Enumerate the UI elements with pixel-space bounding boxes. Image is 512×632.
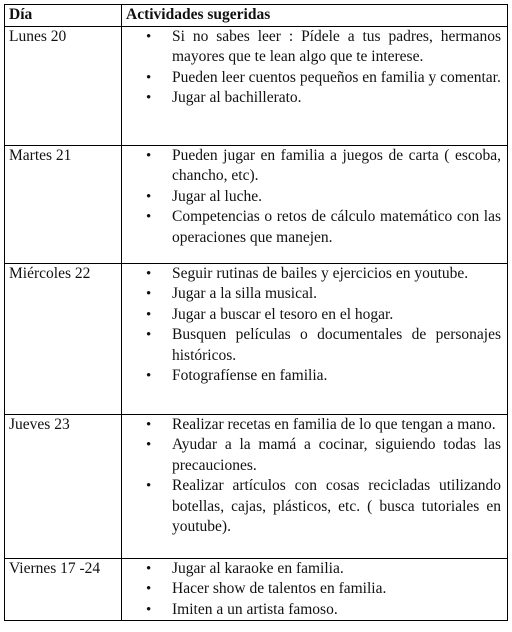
activity-list (126, 415, 503, 538)
activities-cell (122, 145, 508, 263)
day-cell: Lunes 20 (5, 26, 122, 145)
list-item: • Jugar a buscar el tesoro en el hogar. (172, 305, 503, 326)
list-item: • Imiten a un artista famoso. (172, 600, 503, 621)
activity-list (126, 27, 503, 109)
list-item: • Busquen películas o documentales de personajes históricos. (172, 325, 503, 366)
list-item: • Competencias o retos de cálculo matemático con las operaciones que manejen. (172, 207, 503, 248)
list-item: • Jugar al luche. (172, 187, 503, 208)
day-cell: Martes 21 (5, 145, 122, 263)
list-item: • Realizar artículos con cosas recicladas utilizando botellas, cajas, plásticos, etc. ( busca tutoriales en youtube). (172, 476, 503, 538)
activity-list (126, 146, 503, 249)
list-item: • Seguir rutinas de bailes y ejercicios en youtube. (172, 264, 503, 285)
header-row (5, 5, 508, 27)
list-item: • Pueden jugar en familia a juegos de carta ( escoba, chancho, etc). (172, 146, 503, 187)
list-item: • Jugar al bachillerato. (172, 88, 503, 109)
list-item: • Si no sabes leer : Pídele a tus padres, hermanos mayores que te lean algo que te interese. (172, 27, 503, 68)
activity-list (126, 264, 503, 387)
list-item: • Jugar a la silla musical. (172, 284, 503, 305)
list-item: • Pueden leer cuentos pequeños en familia y comentar. (172, 68, 503, 89)
activities-cell (122, 414, 508, 558)
table-row (5, 414, 508, 558)
table-row (5, 263, 508, 414)
activities-cell (122, 26, 508, 145)
header-day: Día (5, 5, 122, 27)
activities-cell (122, 263, 508, 414)
list-item: • Hacer show de talentos en familia. (172, 579, 503, 600)
list-item: • Ayudar a la mamá a cocinar, siguiendo todas las precauciones. (172, 435, 503, 476)
day-cell: Miércoles 22 (5, 263, 122, 414)
list-item: • Realizar recetas en familia de lo que tengan a mano. (172, 415, 503, 436)
day-cell: Jueves 23 (5, 414, 122, 558)
activities-table (4, 4, 508, 621)
day-cell: Viernes 17 -24 (5, 558, 122, 621)
activities-cell (122, 558, 508, 621)
table-row (5, 145, 508, 263)
list-item: • Jugar al karaoke en familia. (172, 559, 503, 580)
header-activities: Actividades sugeridas (122, 5, 508, 27)
list-item: • Fotografíense en familia. (172, 366, 503, 387)
activity-list (126, 559, 503, 621)
table-row (5, 558, 508, 621)
table-row (5, 26, 508, 145)
